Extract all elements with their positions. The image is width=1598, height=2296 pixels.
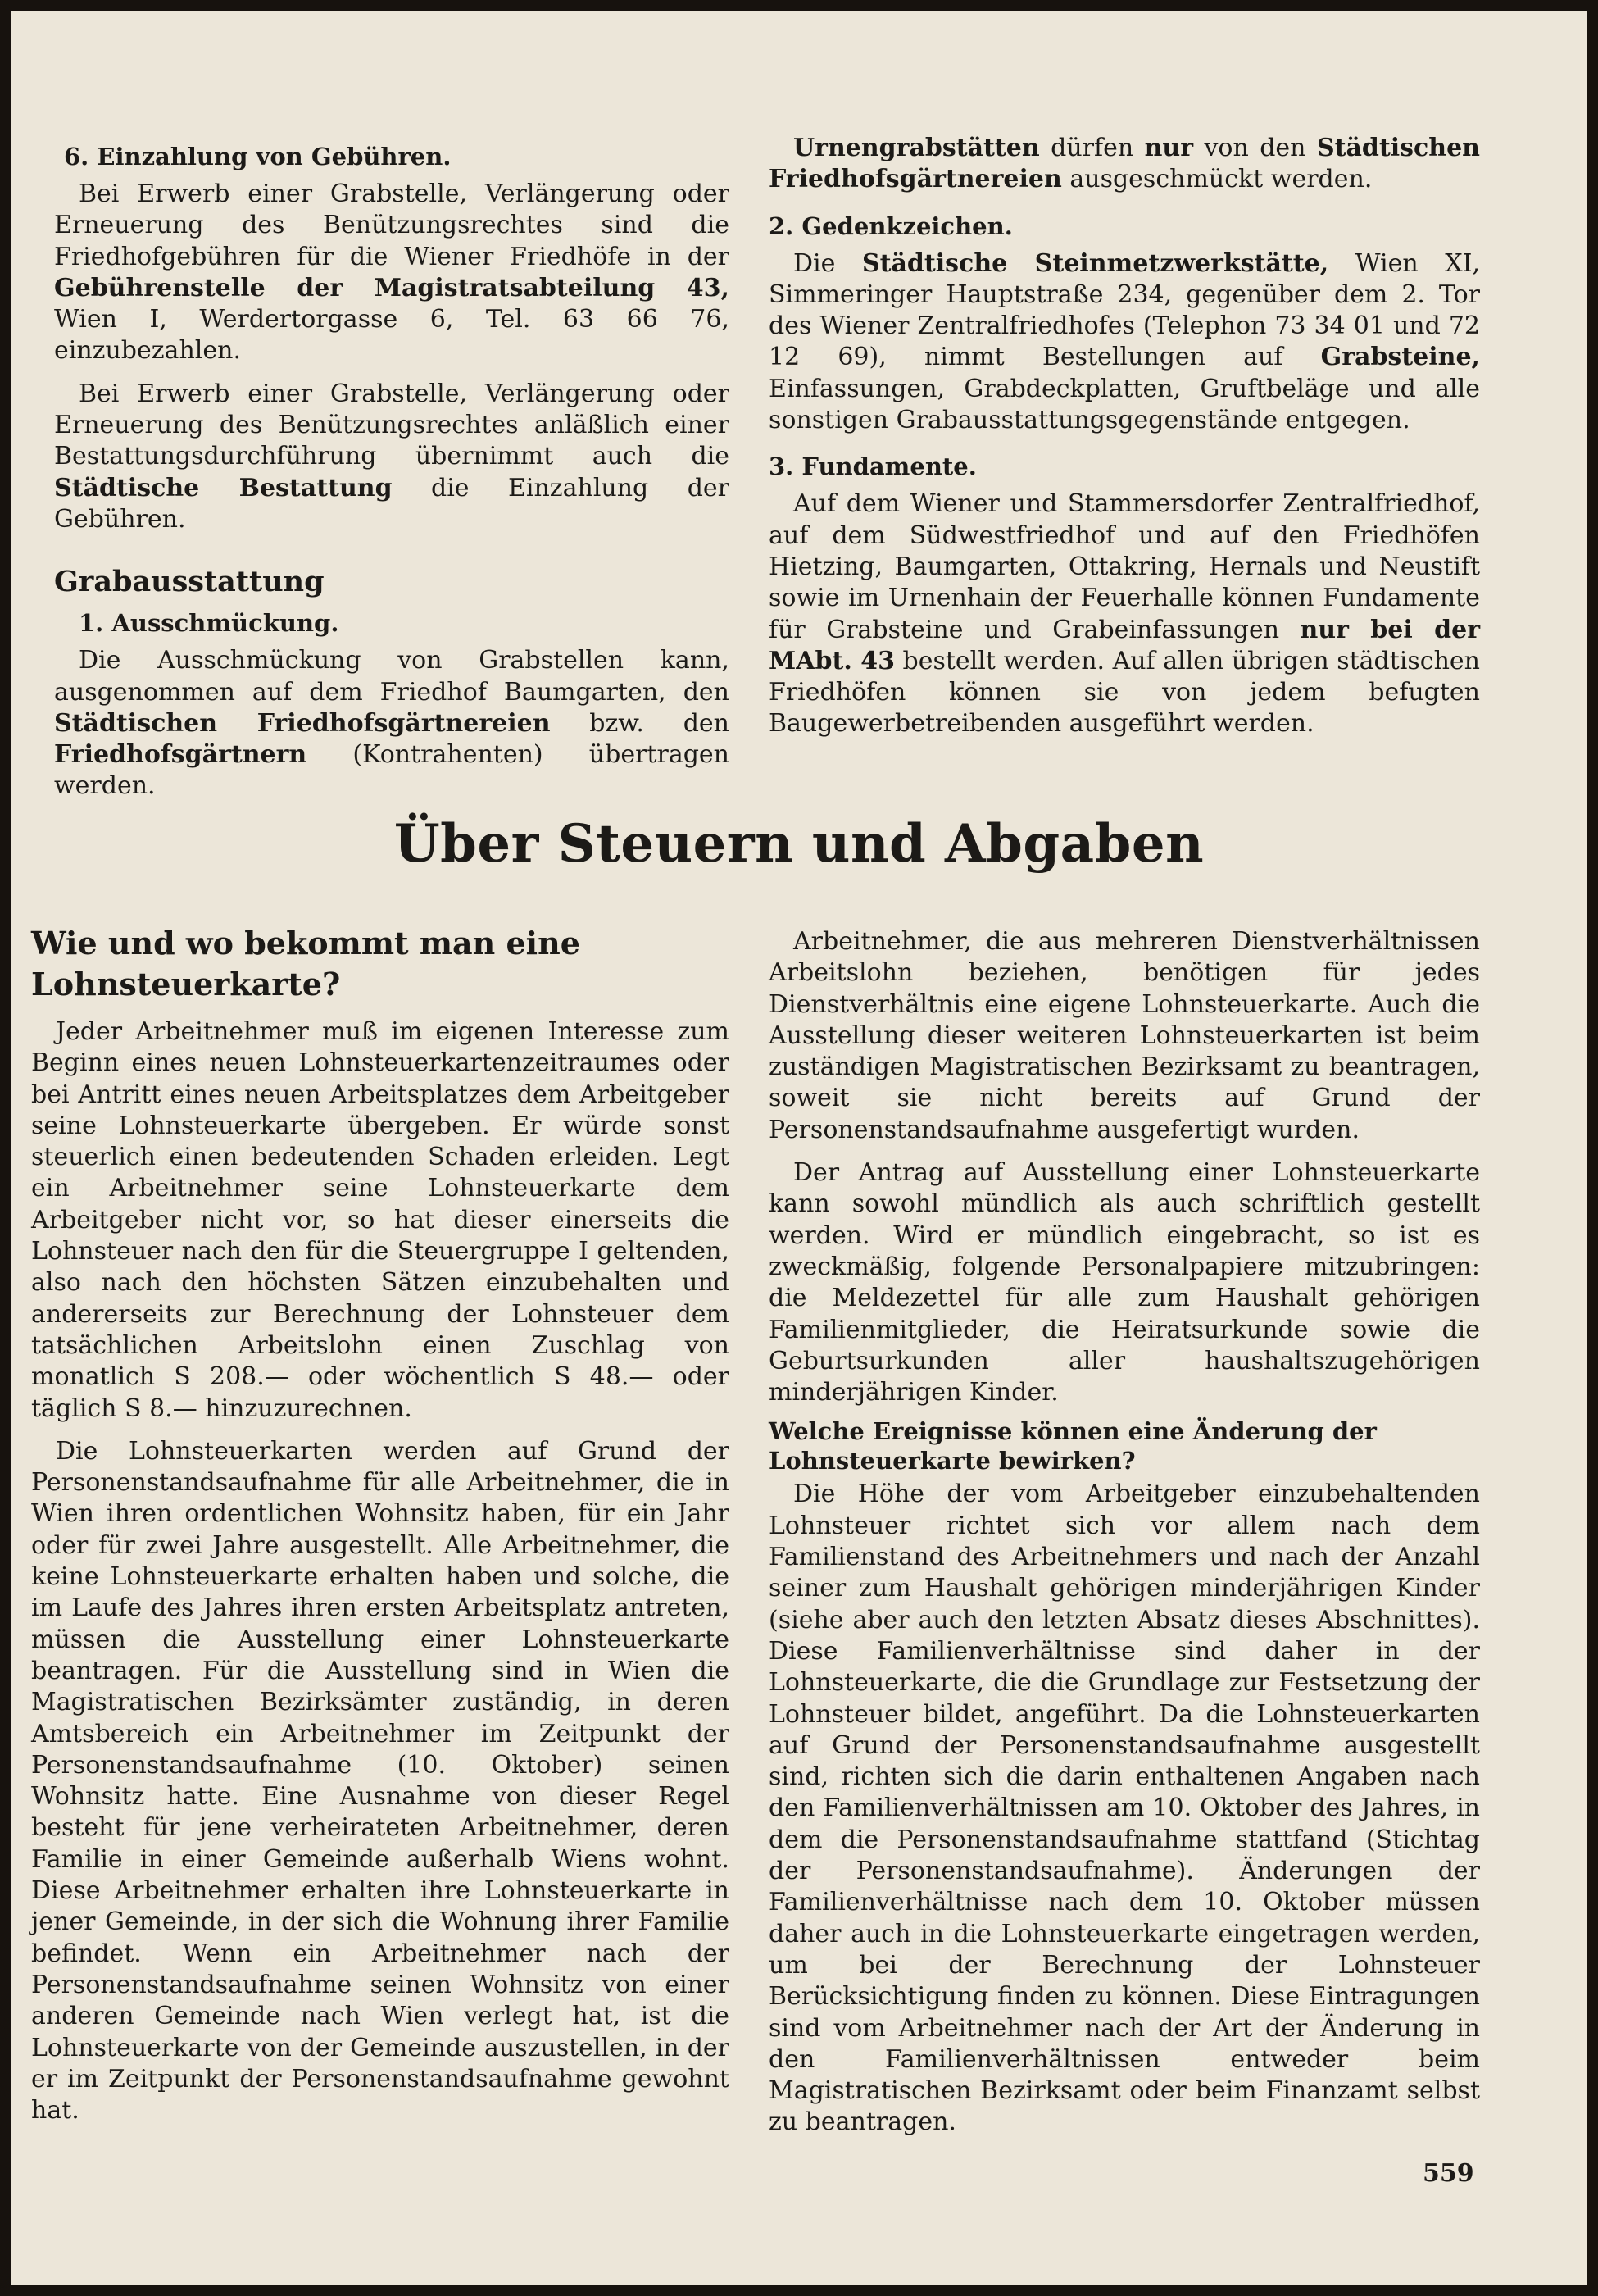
document-page bbox=[11, 11, 1587, 2285]
paragraph: Der Antrag auf Ausstellung einer Lohnsteuerkarte kann sowohl mündlich als auch schriftlich gestellt werden. Wird er mündlich eingebracht, so ist es zweckmäßig, folgende Personalpapiere mitzubringen: die Meldezettel für alle zum Haushalt gehörigen Familienmitglieder, die Heiratsurkunde sowie die Geburtsurkunden aller haushaltszugehörigen minderjährigen Kinder. bbox=[769, 1158, 1480, 1407]
subsection-heading: Wie und wo bekommt man eine Lohnsteuerkarte? bbox=[31, 925, 580, 1003]
paragraph: Bei Erwerb einer Grabstelle, Verlängerung oder Erneuerung des Benützungsrechtes sind die Friedhofgebühren für die Wiener Friedhöfe in der Gebührenstelle der Magistratsabteilung 43, Wien I, Werdertorgasse 6, Tel. 63 66 76, einzubezahlen. bbox=[54, 180, 729, 366]
paragraph: Auf dem Wiener und Stammersdorfer Zentralfriedhof, auf dem Südwestfriedhof und auf den Friedhöfen Hietzing, Baumgarten, Ottakring, Hernals und Neustift sowie im Urnenhain der Feuerhalle können Fundamente für Grabsteine und Grabeinfassungen nur bei der MAbt. 43 bestellt werden. Auf allen übrigen städtischen Friedhöfen können sie von jedem befugten Baugewerbetreibenden ausgeführt werden. bbox=[769, 489, 1480, 739]
paragraph: Bei Erwerb einer Grabstelle, Verlängerung oder Erneuerung des Benützungsrechtes anläßlich einer Bestattungsdurchführung übernimmt auch die Städtische Bestattung die Einzahlung der Gebühren. bbox=[54, 379, 729, 534]
paragraph: Jeder Arbeitnehmer muß im eigenen Interesse zum Beginn eines neuen Lohnsteuerkartenzeitraumes oder bei Antritt eines neuen Arbeitsplatzes dem Arbeitgeber seine Lohnsteuerkarte übergeben. Er würde sonst steuerlich einen bedeutenden Schaden erleiden. Legt ein Arbeitnehmer seine Lohnsteuerkarte dem Arbeitgeber nicht vor, so hat dieser einerseits die Lohnsteuer nach den für die Steuergruppe I geltenden, also nach den höchsten Sätzen einzubehalten und andererseits zur Berechnung der Lohnsteuer dem tatsächlichen Arbeitslohn einen Zuschlag von monatlich S 208.— oder wöchentlich S 48.— oder täglich S 8.— hinzuzurechnen. bbox=[31, 1017, 729, 1423]
top-right-column bbox=[769, 133, 1480, 740]
paragraph: Die Lohnsteuerkarten werden auf Grund der Personenstandsaufnahme für alle Arbeitnehmer, die in Wien ihren ordentlichen Wohnsitz haben, für ein Jahr oder für zwei Jahre ausgestellt. Alle Arbeitnehmer, die keine Lohnsteuerkarte erhalten haben und solche, die im Laufe des Jahres ihren ersten Arbeitsplatz antreten, müssen die Ausstellung einer Lohnsteuerkarte beantragen. Für die Ausstellung sind in Wien die Magistratischen Bezirksämter zuständig, in deren Amtsbereich ein Arbeitnehmer im Zeitpunkt der Personenstandsaufnahme (10. Oktober) seinen Wohnsitz hatte. Eine Ausnahme von dieser Regel besteht für jene verheirateten Arbeitnehmer, deren Familie in einer Gemeinde außerhalb Wiens wohnt. Diese Arbeitnehmer erhalten ihre Lohnsteuerkarte in jener Gemeinde, in der sich die Wohnung ihrer Familie befindet. Wenn ein Arbeitnehmer nach der Personenstandsaufnahme seinen Wohnsitz von einer anderen Gemeinde nach Wien verlegt hat, ist die Lohnsteuerkarte von der Gemeinde auszustellen, in der er im Zeitpunkt der Personenstandsaufnahme gewohnt hat. bbox=[31, 1436, 729, 2126]
subsection-heading: Welche Ereignisse können eine Änderung der Lohnsteuerkarte bewirken? bbox=[769, 1417, 1377, 1475]
paragraph: Die Städtische Steinmetzwerkstätte, Wien XI, Simmeringer Hauptstraße 234, gegenüber dem 2. Tor des Wiener Zentralfriedhofes (Telephon 73 34 01 und 72 12 69), nimmt Bestellungen auf Grabsteine, Einfassungen, Grabdeckplatten, Gruftbeläge und alle sonstigen Grabausstattungsgegenstände entgegen. bbox=[769, 248, 1481, 435]
section-title: Über Steuern und Abgaben bbox=[393, 813, 1205, 875]
item-3-heading: 3. Fundamente. bbox=[769, 452, 977, 481]
top-left-column bbox=[54, 141, 729, 802]
item-2-heading: 2. Gedenkzeichen. bbox=[769, 211, 1013, 240]
bottom-right-column bbox=[769, 926, 1480, 2139]
paragraph: Die Höhe der vom Arbeitgeber einzubehaltenden Lohnsteuer richtet sich vor allem nach dem Familienstand des Arbeitnehmers und nach der Anzahl seiner zum Haushalt gehörigen minderjährigen Kinder (siehe aber auch den letzten Absatz dieses Abschnittes). Diese Familienverhältnisse sind daher in der Lohnsteuerkarte, die die Grundlage zur Festsetzung der Lohnsteuer bildet, angeführt. Da die Lohnsteuerkarten auf Grund der Personenstandsaufnahme ausgestellt sind, richten sich die darin enthaltenen Angaben nach den Familienverhältnissen am 10. Oktober des Jahres, in dem die Personenstandsaufnahme stattfand (Stichtag der Personenstandsaufnahme). Änderungen der Familienverhältnisse nach dem 10. Oktober müssen daher auch in die Lohnsteuerkarte eingetragen werden, um bei der Berechnung der Lohnsteuer Berücksichtigung finden zu können. Diese Eintragungen sind vom Arbeitnehmer nach der Art der Änderung in den Familienverhältnissen entweder beim Magistratischen Bezirksamt oder beim Finanzamt selbst zu beantragen. bbox=[769, 1480, 1480, 2137]
item-6-heading: 6. Einzahlung von Gebühren. bbox=[64, 143, 452, 170]
item-1-heading: 1. Ausschmückung. bbox=[79, 609, 339, 638]
page-number: 559 bbox=[1423, 2159, 1474, 2188]
paragraph: Urnengrabstätten dürfen nur von den Städtischen Friedhofsgärtnereien ausgeschmückt werden. bbox=[769, 134, 1480, 194]
paragraph: Die Ausschmückung von Grabstellen kann, ausgenommen auf dem Friedhof Baumgarten, den Städtischen Friedhofsgärtnereien bzw. den Friedhofsgärtnern (Kontrahenten) übertragen werden. bbox=[54, 646, 729, 801]
paragraph: Arbeitnehmer, die aus mehreren Dienstverhältnissen Arbeitslohn beziehen, benötigen für jedes Dienstverhältnis eine eigene Lohnsteuerkarte. Auch die Ausstellung dieser weiteren Lohnsteuerkarten ist beim zuständigen Magistratischen Bezirksamt zu beantragen, soweit sie nicht bereits auf Grund der Personenstandsaufnahme ausgefertigt wurden. bbox=[769, 927, 1480, 1144]
bottom-left-column bbox=[31, 923, 729, 2126]
section-heading: Grabausstattung bbox=[54, 565, 325, 599]
